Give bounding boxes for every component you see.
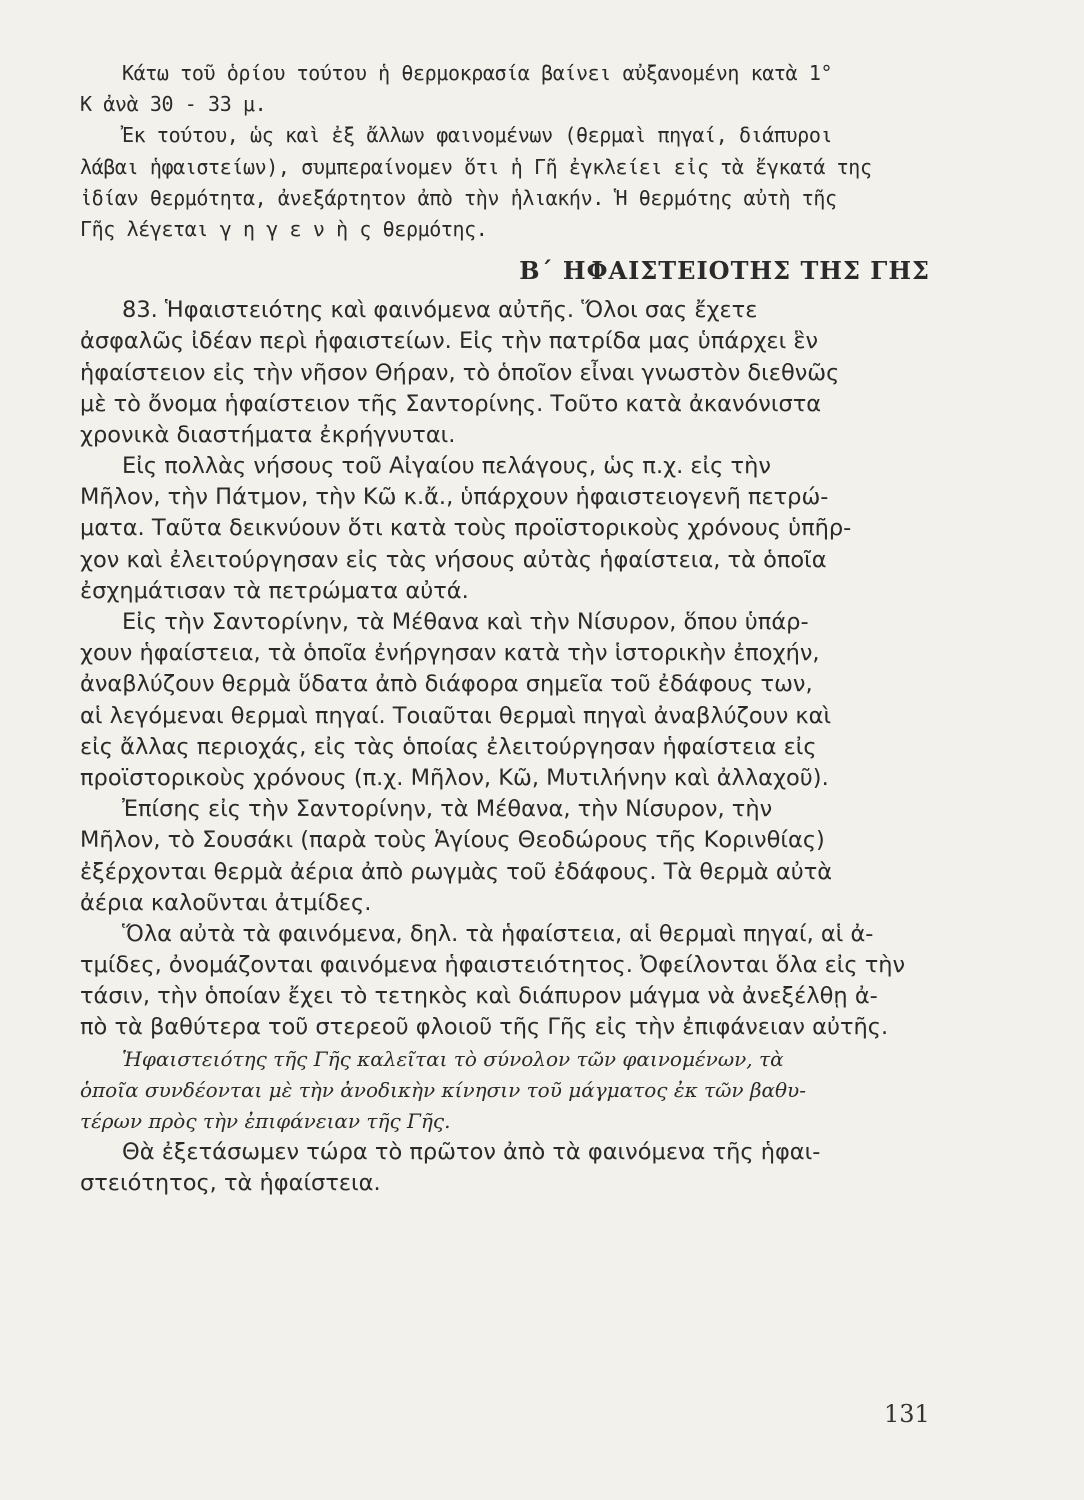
text-line: λάβαι ἡφαιστείων), συμπεραίνομεν ὅτι ἡ Γῆ ἐγκλείει εἰς τὰ ἔγκατά της <box>80 154 872 179</box>
section-heading: Β΄ ΗΦΑΙΣΤΕΙΟΤΗΣ ΤΗΣ ΓΗΣ <box>519 256 930 286</box>
definition-line: ὁποῖα συνδέονται μὲ τὴν ἀνοδικὴν κίνησιν τοῦ μάγματος ἐκ τῶν βαθυ- <box>80 1077 806 1102</box>
text-line: χον καὶ ἐλειτούργησαν εἰς τὰς νήσους αὐτὰς ἡφαίστεια, τὰ ὁποῖα <box>80 546 827 573</box>
text-line: Θὰ ἐξετάσωμεν τώρα τὸ πρῶτον ἀπὸ τὰ φαινόμενα τῆς ἡφαι- <box>122 1139 821 1166</box>
text-line: ἰδίαν θερμότητα, ἀνεξάρτητον ἀπὸ τὴν ἡλιακήν. Ἡ θερμότης αὐτὴ τῆς <box>80 185 837 210</box>
text-line: ματα. Ταῦτα δεικνύουν ὅτι κατὰ τοὺς προϊστορικοὺς χρόνους ὑπῆρ- <box>80 515 852 542</box>
text-line: Γῆς λέγεται γ η γ ε ν ὴ ς θερμότης. <box>80 216 488 241</box>
definition-line: τέρων πρὸς τὴν ἐπιφάνειαν τῆς Γῆς. <box>80 1109 451 1133</box>
text-line: Κ ἀνὰ 30 - 33 μ. <box>80 92 267 117</box>
text-line: Ὅλα αὐτὰ τὰ φαινόμενα, δηλ. τὰ ἡφαίστεια, αἱ θερμαὶ πηγαί, αἱ ἀ- <box>122 920 874 947</box>
text-line: Εἰς τὴν Σαντορίνην, τὰ Μέθανα καὶ τὴν Νίσυρον, ὅπου ὑπάρ- <box>122 609 809 635</box>
page-text <box>80 58 930 1200</box>
text-line: ἐξέρχονται θερμὰ ἀέρια ἀπὸ ρωγμὰς τοῦ ἐδάφους. Τὰ θερμὰ αὐτὰ <box>80 858 833 885</box>
text-line: χουν ἡφαίστεια, τὰ ὁποῖα ἐνήργησαν κατὰ τὴν ἱστορικὴν ἐποχήν, <box>80 640 820 667</box>
text-line: μὲ τὸ ὄνομα ἡφαίστειον τῆς Σαντορίνης. Τοῦτο κατὰ ἀκανόνιστα <box>80 390 822 417</box>
text-line: προϊστορικοὺς χρόνους (π.χ. Μῆλον, Κῶ, Μυτιλήνην καὶ ἀλλαχοῦ). <box>80 764 829 791</box>
text-line: χρονικὰ διαστήματα ἐκρήγνυται. <box>80 421 456 448</box>
text-line: πὸ τὰ βαθύτερα τοῦ στερεοῦ φλοιοῦ τῆς Γῆς εἰς τὴν ἐπιφάνειαν αὐτῆς. <box>80 1014 889 1041</box>
text-line: ἀσφαλῶς ἰδέαν περὶ ἡφαιστείων. Εἰς τὴν πατρίδα μας ὑπάρχει ἓν <box>80 328 819 355</box>
text-line: τάσιν, τὴν ὁποίαν ἔχει τὸ τετηκὸς καὶ διάπυρον μάγμα νὰ ἀνεξέλθῃ ἀ- <box>80 983 878 1010</box>
text-line: ἀναβλύζουν θερμὰ ὕδατα ἀπὸ διάφορα σημεῖα τοῦ ἐδάφους των, <box>80 671 813 698</box>
text-line: ἡφαίστειον εἰς τὴν νῆσον Θήραν, τὸ ὁποῖον εἶναι γνωστὸν διεθνῶς <box>80 359 840 386</box>
text-line: Ἐπίσης εἰς τὴν Σαντορίνην, τὰ Μέθανα, τὴν Νίσυρον, τὴν <box>122 796 773 823</box>
text-line: Κάτω τοῦ ὁρίου τούτου ἡ θερμοκρασία βαίνει αὐξανομένη κατὰ 1° <box>122 61 833 85</box>
text-line: εἰς ἄλλας περιοχάς, εἰς τὰς ὁποίας ἐλειτούργησαν ἡφαίστεια εἰς <box>80 733 817 760</box>
text-line: Μῆλον, τὸ Σουσάκι (παρὰ τοὺς Ἁγίους Θεοδώρους τῆς Κορινθίας) <box>80 827 825 854</box>
text-line: ἐσχημάτισαν τὰ πετρώματα αὐτά. <box>80 577 469 604</box>
text-line: Ἐκ τούτου, ὡς καὶ ἐξ ἄλλων φαινομένων (θερμαὶ πηγαί, διάπυροι <box>122 123 833 148</box>
text-line: στειότητος, τὰ ἡφαίστεια. <box>80 1170 381 1197</box>
text-line: ἀέρια καλοῦνται ἀτμίδες. <box>80 889 372 916</box>
text-line: Εἰς πολλὰς νήσους τοῦ Αἰγαίου πελάγους, ὡς π.χ. εἰς τὴν <box>122 453 771 480</box>
text-line: 83. Ἡφαιστειότης καὶ φαινόμενα αὐτῆς. Ὅλοι σας ἔχετε <box>122 297 758 324</box>
definition-line: Ἡφαιστειότης τῆς Γῆς καλεῖται τὸ σύνολον τῶν φαινομένων, τὰ <box>122 1046 784 1071</box>
page-number: 131 <box>884 1400 930 1428</box>
text-line: τμίδες, ὀνομάζονται φαινόμενα ἡφαιστειότητος. Ὀφείλονται ὅλα εἰς τὴν <box>80 952 906 979</box>
text-line: Μῆλον, τὴν Πάτμον, τὴν Κῶ κ.ἄ., ὑπάρχουν ἡφαιστειογενῆ πετρώ- <box>80 484 829 511</box>
text-line: αἱ λεγόμεναι θερμαὶ πηγαί. Τοιαῦται θερμαὶ πηγαὶ ἀναβλύζουν καὶ <box>80 702 832 729</box>
